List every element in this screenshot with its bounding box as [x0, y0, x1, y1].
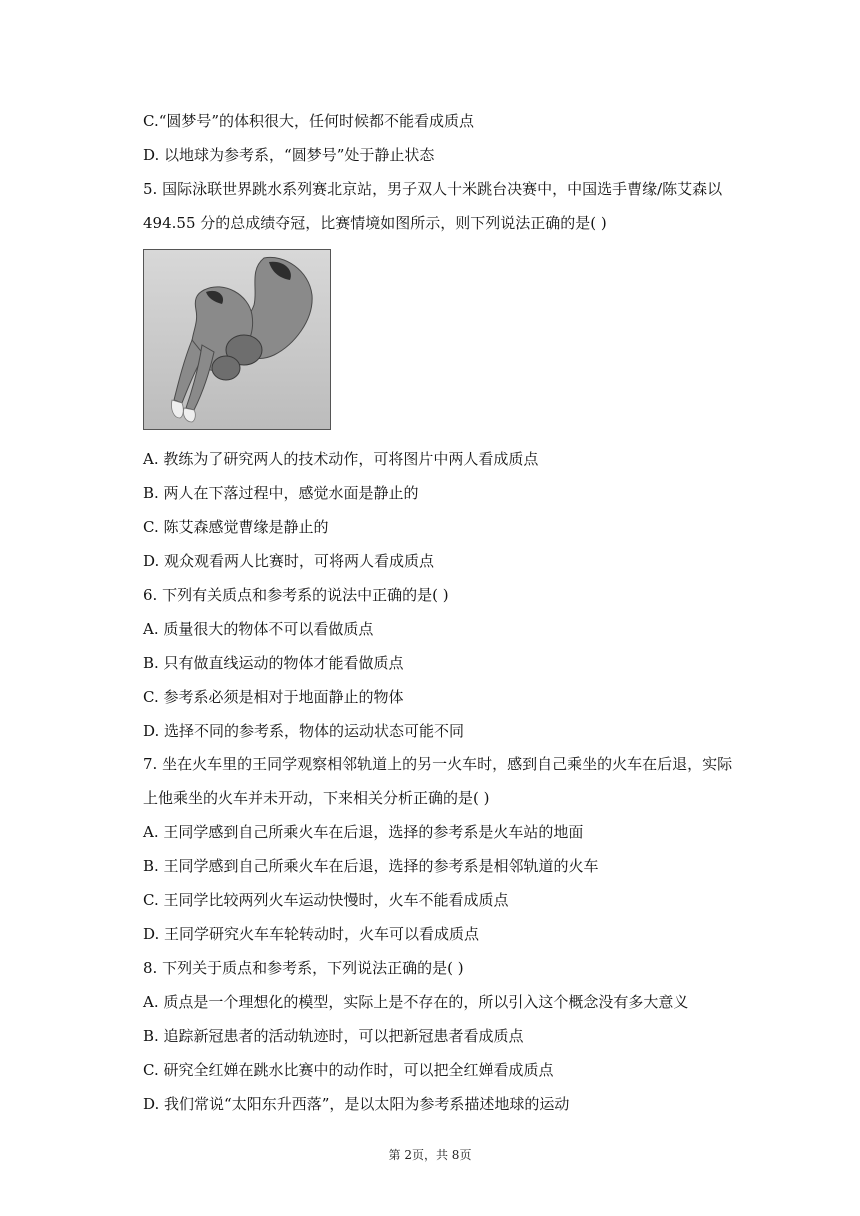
option-d-q4: D. 以地球为参考系，“圆梦号”处于静止状态: [143, 146, 435, 164]
option-d-q5: D. 观众观看两人比赛时，可将两人看成质点: [143, 552, 435, 570]
option-b-q6: B. 只有做直线运动的物体才能看做质点: [143, 654, 404, 672]
option-b-q8: B. 追踪新冠患者的活动轨迹时，可以把新冠患者看成质点: [143, 1027, 524, 1045]
option-b-q5: B. 两人在下落过程中，感觉水面是静止的: [143, 484, 419, 502]
option-d-q8: D. 我们常说“太阳东升西落”，是以太阳为参考系描述地球的运动: [143, 1095, 570, 1113]
question-7-stem-line1: 7. 坐在火车里的王同学观察相邻轨道上的另一火车时，感到自己乘坐的火车在后退，实际: [143, 755, 733, 773]
page-footer: 第 2页，共 8页: [388, 1148, 472, 1162]
option-c-q6: C. 参考系必须是相对于地面静止的物体: [143, 688, 404, 706]
question-8-stem: 8. 下列关于质点和参考系，下列说法正确的是( ): [143, 959, 464, 977]
option-b-q7: B. 王同学感到自己所乘火车在后退，选择的参考系是相邻轨道的火车: [143, 857, 599, 875]
option-a-q8: A. 质点是一个理想化的模型，实际上是不存在的，所以引入这个概念没有多大意义: [143, 993, 689, 1011]
option-c-q4: C.“圆梦号”的体积很大，任何时候都不能看成质点: [143, 112, 475, 130]
question-5-stem-line1: 5. 国际泳联世界跳水系列赛北京站，男子双人十米跳台决赛中，中国选手曹缘/陈艾森以: [143, 180, 723, 198]
option-d-q6: D. 选择不同的参考系，物体的运动状态可能不同: [143, 722, 465, 740]
option-a-q6: A. 质量很大的物体不可以看做质点: [143, 620, 374, 638]
option-c-q7: C. 王同学比较两列火车运动快慢时，火车不能看成质点: [143, 891, 509, 909]
diving-photo: [143, 249, 331, 430]
question-6-stem: 6. 下列有关质点和参考系的说法中正确的是( ): [143, 586, 449, 604]
option-a-q7: A. 王同学感到自己所乘火车在后退，选择的参考系是火车站的地面: [143, 823, 584, 841]
divers-illustration: [144, 250, 330, 429]
option-c-q8: C. 研究全红婵在跳水比赛中的动作时，可以把全红婵看成质点: [143, 1061, 554, 1079]
option-c-q5: C. 陈艾森感觉曹缘是静止的: [143, 518, 329, 536]
question-7-stem-line2: 上他乘坐的火车并未开动，下来相关分析正确的是( ): [143, 789, 490, 807]
option-d-q7: D. 王同学研究火车车轮转动时，火车可以看成质点: [143, 925, 480, 943]
option-a-q5: A. 教练为了研究两人的技术动作，可将图片中两人看成质点: [143, 450, 539, 468]
question-5-stem-line2: 494.55 分的总成绩夺冠，比赛情境如图所示，则下列说法正确的是( ): [143, 214, 607, 232]
